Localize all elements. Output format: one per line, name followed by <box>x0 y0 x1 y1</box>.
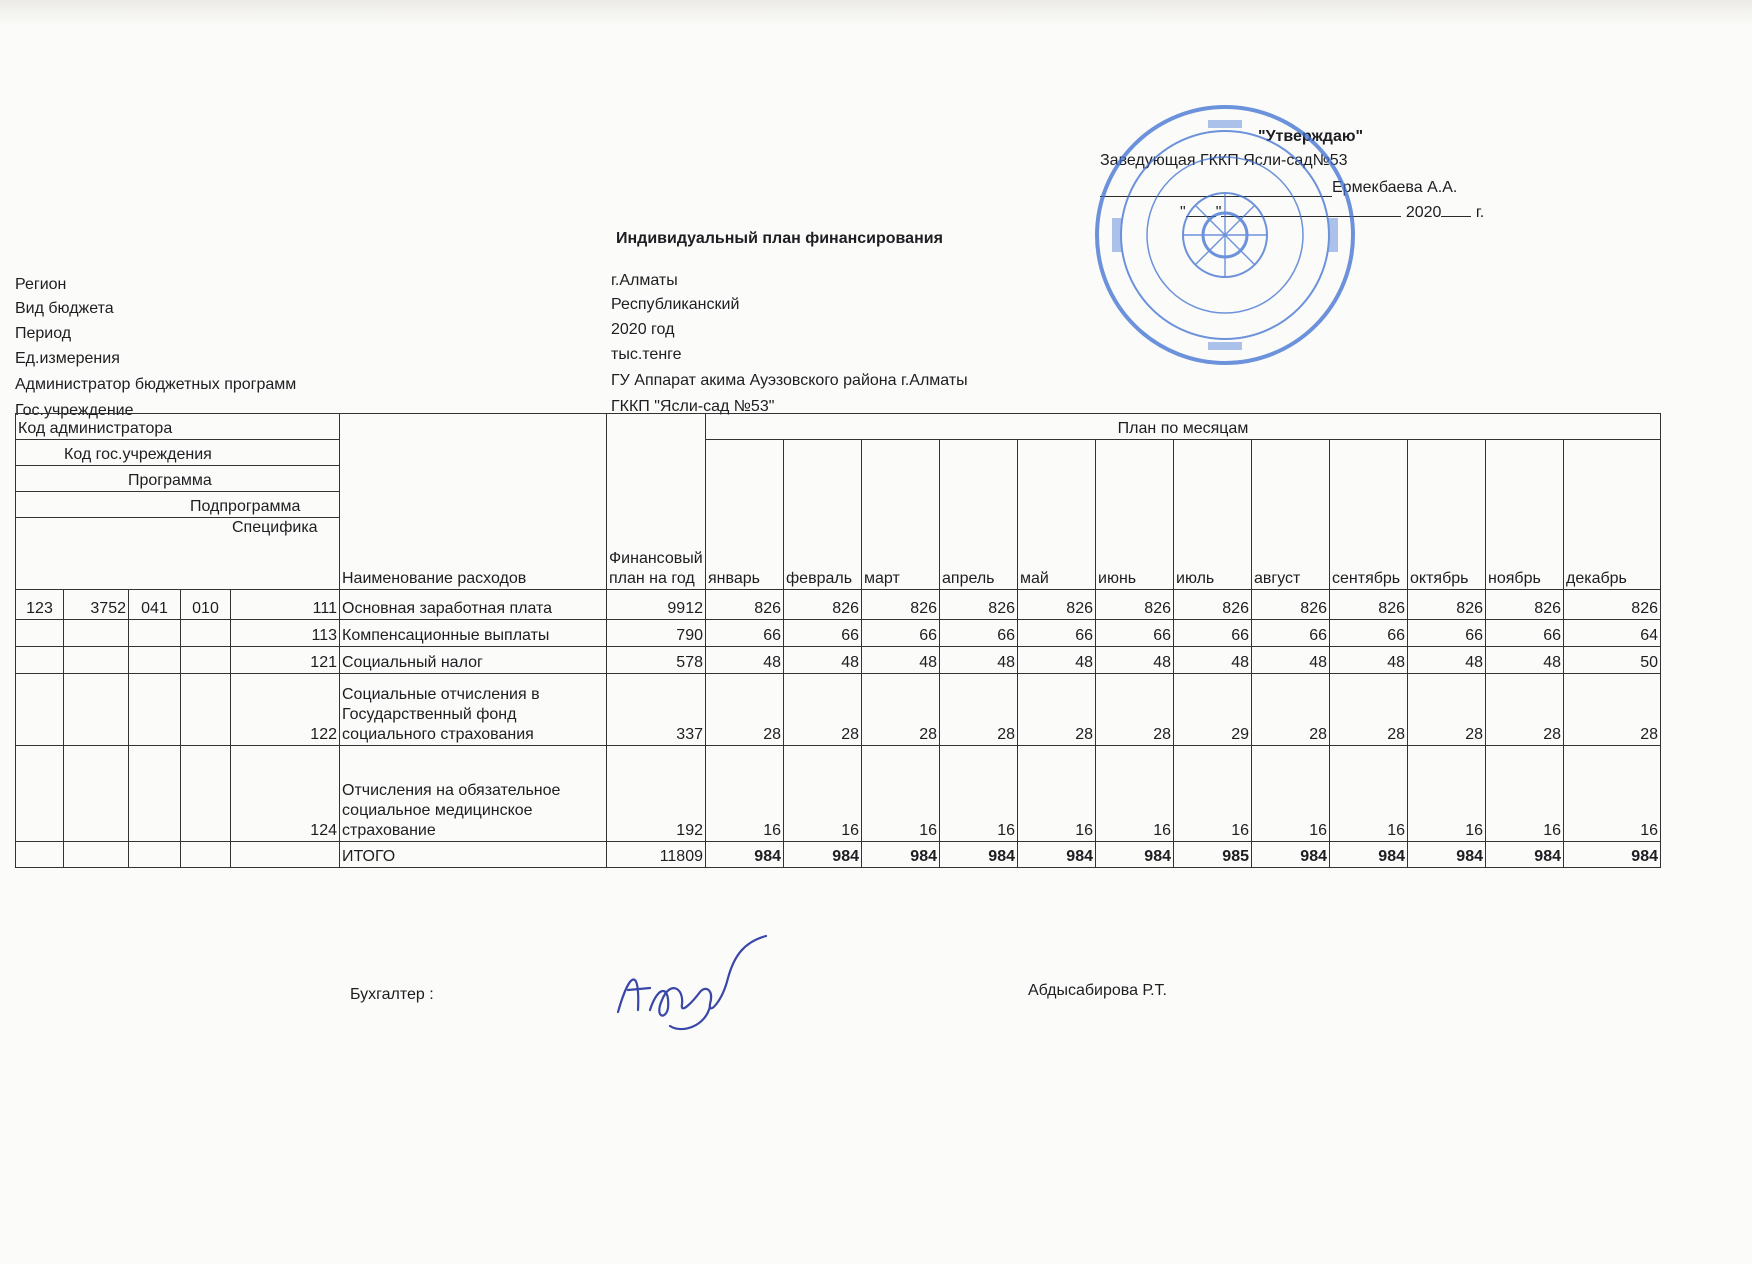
cell-month: 826 <box>940 590 1018 620</box>
cell-expense-name: Социальный налог <box>340 647 607 674</box>
cell-month: 48 <box>1408 647 1486 674</box>
accountant-label: Бухгалтер : <box>350 986 434 1003</box>
meta-label-institution: Гос.учреждение <box>15 402 134 419</box>
cell-admin <box>16 647 64 674</box>
cell-month: 16 <box>940 746 1018 842</box>
cell-month: 826 <box>1096 590 1174 620</box>
cell-month: 28 <box>1330 674 1408 746</box>
year-blank <box>1441 200 1471 217</box>
header-month-sep: сентябрь <box>1330 440 1408 590</box>
cell-month: 64 <box>1564 620 1661 647</box>
cell-specific: 122 <box>231 674 340 746</box>
cell-month: 16 <box>1018 746 1096 842</box>
cell-month: 826 <box>1018 590 1096 620</box>
cell-month-total: 984 <box>1252 842 1330 868</box>
cell-admin <box>16 620 64 647</box>
cell-month: 826 <box>862 590 940 620</box>
date-year: 2020 <box>1405 204 1442 221</box>
header-row-1 <box>16 414 1661 440</box>
cell-month: 16 <box>1330 746 1408 842</box>
header-institution-code: Код гос.учреждения <box>16 440 340 466</box>
cell-institution <box>64 620 129 647</box>
cell-month: 826 <box>1330 590 1408 620</box>
meta-label-region: Регион <box>15 276 67 293</box>
approval-name: Ермекбаева А.А. <box>1332 179 1458 196</box>
header-month-apr: апрель <box>940 440 1018 590</box>
meta-label-budget-type: Вид бюджета <box>15 300 114 317</box>
cell-month: 48 <box>940 647 1018 674</box>
cell-annual-total: 578 <box>607 647 706 674</box>
date-suffix: г. <box>1475 204 1485 221</box>
approval-position: Заведующая ГККП Ясли-сад№53 <box>1100 152 1348 169</box>
cell-subprogram <box>181 674 231 746</box>
header-expense-name: Наименование расходов <box>340 414 607 590</box>
cell-specific: 124 <box>231 746 340 842</box>
cell-month: 66 <box>862 620 940 647</box>
cell-month: 66 <box>706 620 784 647</box>
table-row <box>16 620 1661 647</box>
cell-annual-total: 9912 <box>607 590 706 620</box>
cell-month: 28 <box>706 674 784 746</box>
meta-label-unit: Ед.измерения <box>15 350 120 367</box>
cell-program <box>129 647 181 674</box>
cell-month: 48 <box>784 647 862 674</box>
cell-expense-name: Отчисления на обязательное социальное медицинское страхование <box>340 746 607 842</box>
header-month-jan: январь <box>706 440 784 590</box>
cell-empty <box>16 842 64 868</box>
cell-month: 48 <box>862 647 940 674</box>
cell-month: 826 <box>1408 590 1486 620</box>
cell-month: 50 <box>1564 647 1661 674</box>
cell-expense-name: Социальные отчисления в Государственный фонд социального страхования <box>340 674 607 746</box>
cell-month: 66 <box>940 620 1018 647</box>
cell-month: 66 <box>1018 620 1096 647</box>
cell-month: 48 <box>1486 647 1564 674</box>
cell-annual-total: 790 <box>607 620 706 647</box>
cell-institution <box>64 647 129 674</box>
meta-label-administrator: Администратор бюджетных программ <box>15 376 297 393</box>
cell-month: 16 <box>1174 746 1252 842</box>
cell-empty <box>231 842 340 868</box>
header-annual-plan: Финансовый план на год <box>607 414 706 590</box>
header-admin-code: Код администратора <box>16 414 340 440</box>
meta-value-institution: ГККП "Ясли-сад №53" <box>611 398 775 415</box>
cell-empty <box>64 842 129 868</box>
cell-specific: 113 <box>231 620 340 647</box>
cell-annual-total: 192 <box>607 746 706 842</box>
meta-value-administrator: ГУ Аппарат акима Ауэзовского района г.Алматы <box>611 372 968 389</box>
header-month-jun: июнь <box>1096 440 1174 590</box>
cell-institution <box>64 746 129 842</box>
header-month-feb: февраль <box>784 440 862 590</box>
cell-expense-name: Основная заработная плата <box>340 590 607 620</box>
financing-plan-table <box>15 413 1661 868</box>
cell-annual-total: 337 <box>607 674 706 746</box>
meta-value-unit: тыс.тенге <box>611 346 682 363</box>
header-code-spacer <box>16 540 340 590</box>
cell-month: 28 <box>1486 674 1564 746</box>
cell-admin <box>16 674 64 746</box>
cell-admin: 123 <box>16 590 64 620</box>
total-row <box>16 842 1661 868</box>
header-month-dec: декабрь <box>1564 440 1661 590</box>
cell-month: 66 <box>1408 620 1486 647</box>
header-program: Программа <box>16 466 340 492</box>
cell-month: 16 <box>1564 746 1661 842</box>
cell-institution <box>64 674 129 746</box>
header-row-2 <box>16 440 1661 466</box>
cell-month: 48 <box>1174 647 1252 674</box>
cell-specific: 111 <box>231 590 340 620</box>
cell-month: 28 <box>1018 674 1096 746</box>
cell-subprogram: 010 <box>181 590 231 620</box>
cell-month: 66 <box>1486 620 1564 647</box>
document-title: Индивидуальный план финансирования <box>616 230 943 247</box>
cell-month-total: 985 <box>1174 842 1252 868</box>
cell-month: 16 <box>1486 746 1564 842</box>
header-month-nov: ноябрь <box>1486 440 1564 590</box>
cell-grand-total: 11809 <box>607 842 706 868</box>
meta-value-budget-type: Республиканский <box>611 296 740 313</box>
cell-month: 66 <box>1174 620 1252 647</box>
cell-subprogram <box>181 647 231 674</box>
header-subprogram: Подпрограмма <box>16 492 340 518</box>
approval-title: "Утверждаю" <box>1258 128 1364 145</box>
meta-label-period: Период <box>15 325 72 342</box>
cell-month-total: 984 <box>940 842 1018 868</box>
cell-institution: 3752 <box>64 590 129 620</box>
cell-month: 826 <box>1486 590 1564 620</box>
cell-month: 826 <box>784 590 862 620</box>
cell-month: 66 <box>1252 620 1330 647</box>
cell-month-total: 984 <box>1330 842 1408 868</box>
cell-month: 29 <box>1174 674 1252 746</box>
cell-month: 28 <box>1408 674 1486 746</box>
cell-month: 48 <box>706 647 784 674</box>
meta-value-region: г.Алматы <box>611 272 678 289</box>
table-row <box>16 647 1661 674</box>
cell-month-total: 984 <box>1018 842 1096 868</box>
table-row <box>16 590 1661 620</box>
cell-month: 16 <box>1252 746 1330 842</box>
table-row <box>16 746 1661 842</box>
header-monthly-plan: План по месяцам <box>706 414 1661 440</box>
accountant-signature <box>610 930 780 1040</box>
cell-month: 28 <box>784 674 862 746</box>
date-quote-open: " <box>1180 204 1186 221</box>
cell-month: 16 <box>1096 746 1174 842</box>
cell-month: 826 <box>706 590 784 620</box>
cell-month: 28 <box>1252 674 1330 746</box>
cell-month: 66 <box>1096 620 1174 647</box>
cell-month: 826 <box>1174 590 1252 620</box>
cell-month-total: 984 <box>1408 842 1486 868</box>
cell-admin <box>16 746 64 842</box>
cell-month-total: 984 <box>862 842 940 868</box>
official-stamp <box>1090 100 1360 370</box>
cell-specific: 121 <box>231 647 340 674</box>
cell-month: 826 <box>1252 590 1330 620</box>
cell-total-label: ИТОГО <box>340 842 607 868</box>
scan-edge <box>0 0 1752 26</box>
cell-subprogram <box>181 620 231 647</box>
cell-month: 28 <box>862 674 940 746</box>
cell-program <box>129 674 181 746</box>
cell-month-total: 984 <box>1486 842 1564 868</box>
cell-month-total: 984 <box>1564 842 1661 868</box>
cell-program <box>129 620 181 647</box>
cell-month-total: 984 <box>784 842 862 868</box>
cell-month: 48 <box>1018 647 1096 674</box>
header-month-may: май <box>1018 440 1096 590</box>
cell-month-total: 984 <box>706 842 784 868</box>
header-month-jul: июль <box>1174 440 1252 590</box>
header-month-aug: август <box>1252 440 1330 590</box>
header-specific: Специфика <box>16 518 340 540</box>
cell-program <box>129 746 181 842</box>
cell-month: 48 <box>1330 647 1408 674</box>
cell-month: 826 <box>1564 590 1661 620</box>
table-row <box>16 674 1661 746</box>
date-quote-close: " <box>1215 204 1222 221</box>
cell-subprogram <box>181 746 231 842</box>
cell-month: 16 <box>784 746 862 842</box>
cell-month: 48 <box>1252 647 1330 674</box>
cell-month: 16 <box>1408 746 1486 842</box>
cell-empty <box>129 842 181 868</box>
cell-month: 48 <box>1096 647 1174 674</box>
cell-empty <box>181 842 231 868</box>
cell-program: 041 <box>129 590 181 620</box>
cell-month: 66 <box>1330 620 1408 647</box>
header-month-mar: март <box>862 440 940 590</box>
cell-month: 16 <box>862 746 940 842</box>
cell-month: 28 <box>1096 674 1174 746</box>
cell-month: 28 <box>940 674 1018 746</box>
cell-month-total: 984 <box>1096 842 1174 868</box>
header-month-oct: октябрь <box>1408 440 1486 590</box>
cell-month: 28 <box>1564 674 1661 746</box>
cell-expense-name: Компенсационные выплаты <box>340 620 607 647</box>
meta-value-period: 2020 год <box>611 321 675 338</box>
cell-month: 16 <box>706 746 784 842</box>
cell-month: 66 <box>784 620 862 647</box>
accountant-name: Абдысабирова Р.Т. <box>1028 982 1167 999</box>
